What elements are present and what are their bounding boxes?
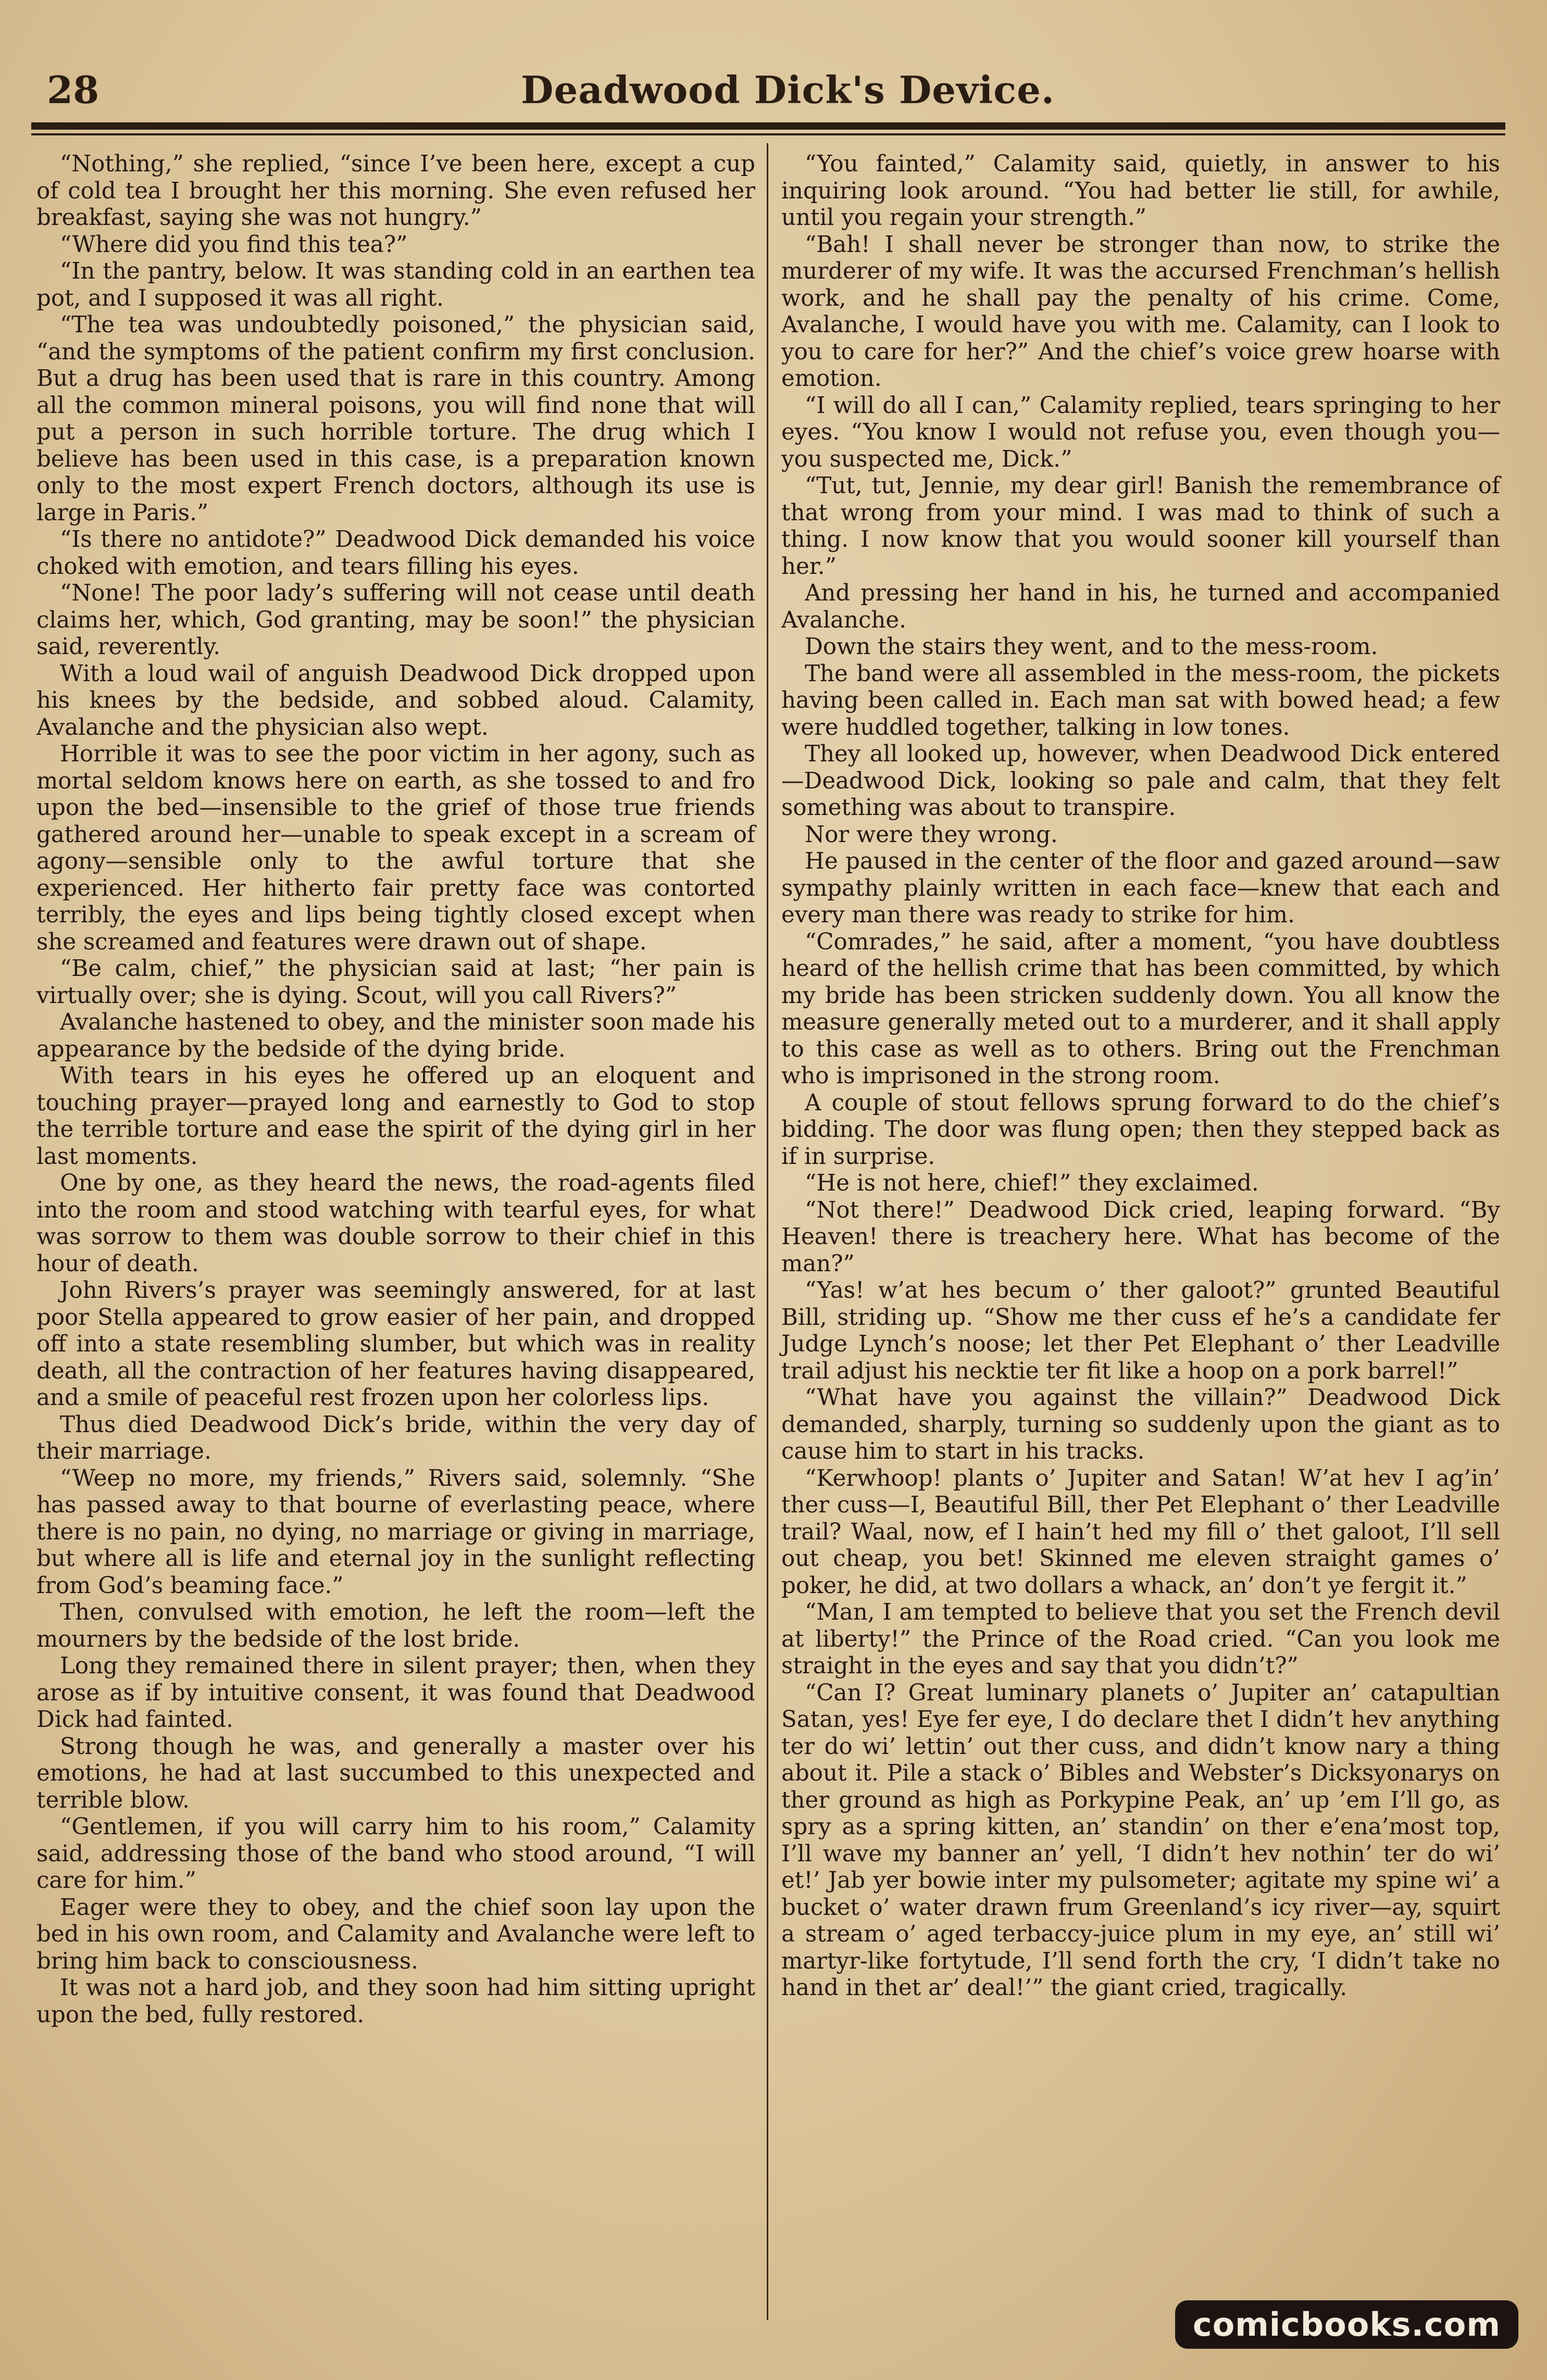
header-rule bbox=[31, 122, 1505, 130]
paragraph: With a loud wail of anguish Deadwood Dick dropped upon his knees by the bedside, and sobbed aloud. Calamity, Avalanche and the physician also wept. bbox=[36, 660, 755, 741]
watermark-badge: comicbooks.com bbox=[1175, 2300, 1518, 2349]
page-header bbox=[31, 57, 1505, 120]
paragraph: Long they remained there in silent prayer; then, when they arose as if by intuitive consent, it was found that Deadwood Dick had fainted. bbox=[36, 1653, 755, 1733]
paragraph: “In the pantry, below. It was standing cold in an earthen tea pot, and I supposed it was all right. bbox=[36, 258, 755, 311]
paragraph: “None! The poor lady’s suffering will not cease until death claims her, which, God granting, may be soon!” the physician said, reverently. bbox=[36, 580, 755, 660]
paragraph: He paused in the center of the floor and gazed around—saw sympathy plainly written in each face—knew that each and every man there was ready to strike for him. bbox=[781, 848, 1500, 928]
paragraph: And pressing her hand in his, he turned and accompanied Avalanche. bbox=[781, 580, 1500, 633]
page-number: 28 bbox=[47, 68, 99, 112]
header-rule-thin bbox=[31, 133, 1505, 135]
left-column bbox=[36, 151, 755, 2338]
paragraph: “Kerwhoop! plants o’ Jupiter and Satan! W’at hev I ag’in’ ther cuss—I, Beautiful Bill, ther Pet Elephant o’ ther Leadville trail? Waal, now, ef I hain’t hed my fill o’ thet galoot, I’ll sell out cheap, you bet! Skinned me eleven straight games o’ poker, he did, at two dollars a whack, an’ don’t ye fergit it.” bbox=[781, 1465, 1500, 1599]
paragraph: “Weep no more, my friends,” Rivers said, solemnly. “She has passed away to that bourne of everlasting peace, where there is no pain, no dying, no marriage or giving in marriage, but where all is life and eternal joy in the sunlight reflecting from God’s beaming face.” bbox=[36, 1465, 755, 1599]
paragraph: Then, convulsed with emotion, he left the room—left the mourners by the bedside of the lost bride. bbox=[36, 1599, 755, 1652]
paragraph: “Can I? Great luminary planets o’ Jupiter an’ catapultian Satan, yes! Eye fer eye, I do declare thet I didn’t hev anything ter do wi’ lettin’ out ther cuss, and didn’t know nary a thing about it. Pile a stack o’ Bibles and Webster’s Dicksyonarys on ther ground as high as Porkypine Peak, an’ up ’em I’ll go, as spry as a spring kitten, an’ standin’ on ther e’ena’most top, I’ll wave my banner an’ yell, ‘I didn’t hev nothin’ ter do wi’ et!’ Jab yer bowie inter my pulsometer; agitate my spine wi’ a bucket o’ water drawn frum Greenland’s icy river—ay, squirt a stream o’ aged terbaccy-juice plum in my eye, an’ still wi’ martyr-like fortytude, I’ll send forth the cry, ‘I didn’t take no hand in thet ar’ deal!’” the giant cried, tragically. bbox=[781, 1680, 1500, 2001]
paragraph: A couple of stout fellows sprung forward to do the chief’s bidding. The door was flung open; then they stepped back as if in surprise. bbox=[781, 1089, 1500, 1170]
paragraph: “Not there!” Deadwood Dick cried, leaping forward. “By Heaven! there is treachery here. What has become of the man?” bbox=[781, 1197, 1500, 1277]
paragraph: John Rivers’s prayer was seemingly answered, for at last poor Stella appeared to grow easier of her pain, and dropped off into a state resembling slumber, but which was in reality death, all the contraction of her features having disappeared, and a smile of peaceful rest frozen upon her colorless lips. bbox=[36, 1277, 755, 1411]
paragraph: “Gentlemen, if you will carry him to his room,” Calamity said, addressing those of the band who stood around, “I will care for him.” bbox=[36, 1814, 755, 1894]
paragraph: Horrible it was to see the poor victim in her agony, such as mortal seldom knows here on earth, as she tossed to and fro upon the bed—insensible to the grief of those true friends gathered around her—unable to speak except in a scream of agony—sensible only to the awful torture that she experienced. Her hitherto fair pretty face was contorted terribly, the eyes and lips being tightly closed except when she screamed and features were drawn out of shape. bbox=[36, 741, 755, 955]
paragraph: “Man, I am tempted to believe that you set the French devil at liberty!” the Prince of the Road cried. “Can you look me straight in the eyes and say that you didn’t?” bbox=[781, 1599, 1500, 1679]
paragraph: Nor were they wrong. bbox=[805, 821, 1058, 848]
paragraph: The band were all assembled in the mess-room, the pickets having been called in. Each man sat with bowed head; a few were huddled together, talking in low tones. bbox=[781, 660, 1500, 741]
paragraph: “Nothing,” she replied, “since I’ve been here, except a cup of cold tea I brought her this morning. She even refused her breakfast, saying she was not hungry.” bbox=[36, 151, 755, 231]
paragraph: Down the stairs they went, and to the mess-room. bbox=[805, 634, 1378, 660]
paragraph: “You fainted,” Calamity said, quietly, in answer to his inquiring look around. “You had better lie still, for awhile, until you regain your strength.” bbox=[781, 151, 1500, 231]
right-column bbox=[781, 151, 1500, 2338]
running-title: Deadwood Dick's Device. bbox=[521, 68, 1055, 112]
paragraph: It was not a hard job, and they soon had him sitting upright upon the bed, fully restored. bbox=[36, 1975, 755, 2028]
paragraph: “What have you against the villain?” Deadwood Dick demanded, sharply, turning so suddenly upon the giant as to cause him to start in his tracks. bbox=[781, 1385, 1500, 1464]
paragraph: They all looked up, however, when Deadwood Dick entered—Deadwood Dick, looking so pale and calm, that they felt something was about to transpire. bbox=[781, 741, 1500, 821]
paragraph: Strong though he was, and generally a master over his emotions, he had at last succumbed to this unexpected and terrible blow. bbox=[36, 1733, 755, 1813]
paragraph: “The tea was undoubtedly poisoned,” the physician said, “and the symptoms of the patient confirm my first conclusion. But a drug has been used that is rare in this country. Among all the common mineral poisons, you will find none that will put a person in such horrible torture. The drug which I believe has been used in this case, is a preparation known only to the most expert French doctors, although its use is large in Paris.” bbox=[36, 312, 755, 526]
paragraph: “I will do all I can,” Calamity replied, tears springing to her eyes. “You know I would not refuse you, even though you—you suspected me, Dick.” bbox=[781, 392, 1500, 472]
paragraph: “Comrades,” he said, after a moment, “you have doubtless heard of the hellish crime that has been committed, by which my bride has been stricken suddenly down. You all know the measure generally meted out to a murderer, and it shall apply to this case as well as to others. Bring out the Frenchman who is imprisoned in the strong room. bbox=[781, 929, 1500, 1089]
paragraph: “Tut, tut, Jennie, my dear girl! Banish the remembrance of that wrong from your mind. I was mad to think of such a thing. I now know that you would sooner kill yourself than her.” bbox=[781, 473, 1500, 580]
paragraph: “Yas! w’at hes becum o’ ther galoot?” grunted Beautiful Bill, striding up. “Show me ther cuss ef he’s a candidate fer Judge Lynch’s noose; let ther Pet Elephant o’ ther Leadville trail adjust his necktie ter fit like a hoop on a pork barrel!” bbox=[781, 1277, 1500, 1384]
column-divider bbox=[767, 143, 768, 2320]
paragraph: “Is there no antidote?” Deadwood Dick demanded his voice choked with emotion, and tears filling his eyes. bbox=[36, 527, 755, 580]
paragraph: “He is not here, chief!” they exclaimed. bbox=[805, 1170, 1259, 1196]
paragraph: “Where did you find this tea?” bbox=[60, 231, 408, 258]
paragraph: Thus died Deadwood Dick’s bride, within the very day of their marriage. bbox=[36, 1411, 755, 1464]
paragraph: Avalanche hastened to obey, and the minister soon made his appearance by the bedside of the dying bride. bbox=[36, 1009, 755, 1062]
paragraph: “Bah! I shall never be stronger than now, to strike the murderer of my wife. It was the accursed Frenchman’s hellish work, and he shall pay the penalty of his crime. Come, Avalanche, I would have you with me. Calamity, can I look to you to care for her?” And the chief’s voice grew hoarse with emotion. bbox=[781, 231, 1500, 392]
paragraph: “Be calm, chief,” the physician said at last; “her pain is virtually over; she is dying. Scout, will you call Rivers?” bbox=[36, 956, 755, 1009]
paragraph: Eager were they to obey, and the chief soon lay upon the bed in his own room, and Calamity and Avalanche were left to bring him back to consciousness. bbox=[36, 1894, 755, 1974]
paragraph: One by one, as they heard the news, the road-agents filed into the room and stood watching with tearful eyes, for what was sorrow to them was double sorrow to their chief in this hour of death. bbox=[36, 1170, 755, 1277]
paragraph: With tears in his eyes he offered up an eloquent and touching prayer—prayed long and earnestly to God to stop the terrible torture and ease the spirit of the dying girl in her last moments. bbox=[36, 1063, 755, 1170]
